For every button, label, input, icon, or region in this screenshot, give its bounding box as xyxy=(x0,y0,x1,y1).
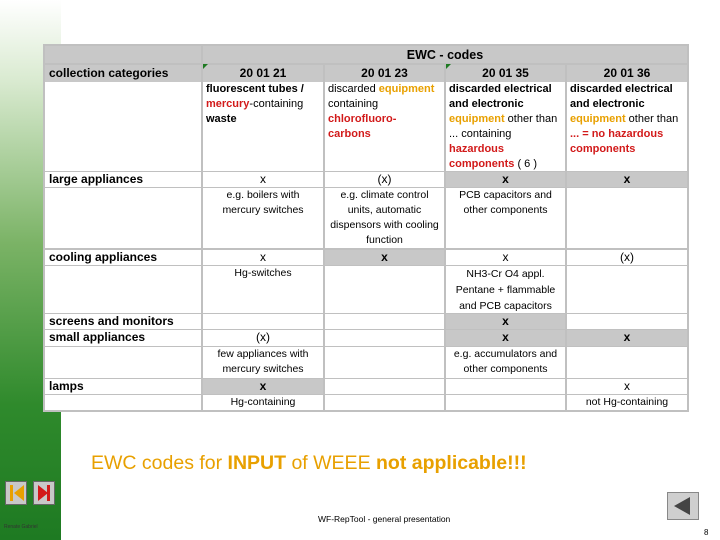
desc-text: components xyxy=(570,143,636,155)
row-blank xyxy=(45,266,201,313)
desc-text: equipment xyxy=(449,113,505,125)
mark-cell: x xyxy=(203,172,323,187)
desc-suffix: ( 6 ) xyxy=(514,158,538,170)
row-screens-monitors: screens and monitors xyxy=(45,314,201,329)
desc-text: mercury xyxy=(206,98,250,110)
mark-cell xyxy=(446,379,565,394)
slide-caption xyxy=(91,452,527,475)
code-20-01-21 xyxy=(203,65,323,82)
page-number: 8 xyxy=(704,528,709,537)
note-line: Pentane + flammable xyxy=(455,284,556,296)
desc-line xyxy=(449,142,565,157)
note-line: function xyxy=(366,234,403,246)
note-cell xyxy=(446,347,565,378)
row-blank xyxy=(45,188,201,248)
row-cooling-appliances: cooling appliances xyxy=(45,250,201,265)
desc-highlight: equipment xyxy=(378,83,435,95)
first-bar-icon xyxy=(10,485,13,501)
previous-slide-button[interactable] xyxy=(667,492,699,520)
mark-cell: x xyxy=(446,330,565,346)
code-20-01-35 xyxy=(446,65,565,82)
note-cell xyxy=(203,266,323,313)
note-cell xyxy=(567,266,687,313)
note-line: mercury switches xyxy=(222,363,304,375)
mark-cell: x xyxy=(567,330,687,346)
back-arrow-icon xyxy=(674,497,690,515)
ewc-table xyxy=(43,44,689,412)
mark-cell: x xyxy=(325,250,444,265)
note-line: PCB capacitors and xyxy=(459,189,552,201)
mark-cell: x xyxy=(203,250,323,265)
desc-text: carbons xyxy=(328,128,371,140)
note-cell: not Hg-containing xyxy=(567,395,687,410)
note-line: other components xyxy=(463,204,548,216)
desc-line xyxy=(570,142,687,157)
desc-text: ... containing xyxy=(449,128,512,140)
note-line: e.g. climate control xyxy=(340,189,429,201)
desc-text: and electronic xyxy=(570,98,645,110)
description-20-01-35 xyxy=(446,82,565,171)
desc-line xyxy=(449,82,565,97)
row-blank xyxy=(45,395,201,410)
note-cell xyxy=(446,188,565,248)
description-blank xyxy=(45,82,201,171)
mark-cell xyxy=(325,379,444,394)
code-label: 20 01 35 xyxy=(482,66,529,80)
note-line: units, automatic xyxy=(347,204,422,216)
note-line: NH3-Cr O4 appl. xyxy=(466,268,545,280)
desc-suffix: other than xyxy=(504,113,558,125)
desc-suffix: -containing xyxy=(249,98,304,110)
desc-text: and electronic xyxy=(449,98,524,110)
mark-cell xyxy=(203,314,323,329)
note-line: few appliances with xyxy=(217,348,309,360)
note-line: dispensors with cooling xyxy=(330,219,439,231)
code-label: 20 01 36 xyxy=(603,66,651,80)
note-cell xyxy=(325,347,444,378)
desc-text: waste xyxy=(206,113,237,125)
desc-line xyxy=(570,112,687,127)
desc-text: hazardous xyxy=(449,143,505,155)
desc-line xyxy=(570,97,687,112)
desc-line xyxy=(328,82,444,97)
desc-text: discarded xyxy=(328,83,379,95)
desc-text: fluorescent tubes / xyxy=(206,83,304,95)
desc-line xyxy=(206,97,323,112)
triangle-left-icon xyxy=(14,485,24,501)
row-small-appliances: small appliances xyxy=(45,330,201,346)
note-cell xyxy=(325,188,444,248)
corner-marker xyxy=(446,64,451,69)
note-line: e.g. accumulators and xyxy=(453,348,558,360)
desc-text: discarded electrical xyxy=(449,83,552,95)
desc-line xyxy=(206,112,323,127)
mark-cell: x xyxy=(567,172,687,187)
note-cell xyxy=(325,266,444,313)
desc-line xyxy=(449,97,565,112)
code-20-01-23 xyxy=(325,65,444,82)
desc-line xyxy=(328,127,444,142)
mark-cell xyxy=(567,314,687,329)
note-cell xyxy=(567,188,687,248)
note-line: other components xyxy=(463,363,548,375)
note-line: mercury switches xyxy=(222,204,304,216)
mark-cell: (x) xyxy=(567,250,687,265)
collection-categories-header xyxy=(45,65,201,82)
header-corner xyxy=(45,46,201,63)
note-cell xyxy=(203,347,323,378)
description-20-01-23 xyxy=(325,82,444,171)
note-line: and PCB capacitors xyxy=(459,300,552,312)
row-blank xyxy=(45,347,201,378)
desc-line xyxy=(449,127,565,142)
mark-cell: x xyxy=(446,314,565,329)
desc-text: ... = no hazardous xyxy=(570,128,664,140)
caption-part: not applicable!!! xyxy=(376,452,527,474)
mark-cell: (x) xyxy=(325,172,444,187)
footer-text: WF-RepTool - general presentation xyxy=(318,514,451,524)
collection-categories-label: collection categories xyxy=(49,66,169,80)
caption-part: EWC codes xyxy=(91,452,194,474)
desc-text: containing xyxy=(328,98,379,110)
desc-text: equipment xyxy=(570,113,626,125)
note-line: e.g. boilers with xyxy=(226,189,300,201)
note-cell xyxy=(446,395,565,410)
desc-text: discarded electrical xyxy=(570,83,673,95)
corner-marker xyxy=(203,64,208,69)
note-cell: Hg-containing xyxy=(203,395,323,410)
desc-line xyxy=(206,82,323,97)
mark-cell xyxy=(325,330,444,346)
mark-cell xyxy=(325,314,444,329)
desc-text: components xyxy=(449,158,515,170)
mark-cell: (x) xyxy=(203,330,323,346)
row-lamps: lamps xyxy=(45,379,201,394)
note-line: Hg-switches xyxy=(234,267,292,279)
caption-part: INPUT xyxy=(227,452,287,474)
desc-line xyxy=(449,157,565,171)
code-20-01-36 xyxy=(567,65,687,82)
description-20-01-36 xyxy=(567,82,687,171)
mark-cell: x xyxy=(446,172,565,187)
author-label: Renate Gabriel xyxy=(4,524,38,530)
note-cell xyxy=(325,395,444,410)
desc-line xyxy=(328,112,444,127)
last-slide-button[interactable] xyxy=(33,481,55,505)
note-cell xyxy=(567,347,687,378)
desc-text: chlorofluoro- xyxy=(328,113,397,125)
description-20-01-21 xyxy=(203,82,323,171)
desc-line xyxy=(570,82,687,97)
desc-line xyxy=(570,127,687,142)
code-label: 20 01 23 xyxy=(361,66,408,80)
desc-line xyxy=(449,112,565,127)
note-cell xyxy=(203,188,323,248)
desc-suffix: other than xyxy=(625,113,679,125)
mark-cell: x xyxy=(203,379,323,394)
first-slide-button[interactable] xyxy=(5,481,27,505)
caption-part: of WEEE xyxy=(286,452,376,474)
caption-part: for xyxy=(193,452,228,474)
mark-cell: x xyxy=(567,379,687,394)
code-label: 20 01 21 xyxy=(239,66,287,80)
mark-cell: x xyxy=(446,250,565,265)
desc-line xyxy=(328,97,444,112)
note-cell xyxy=(446,266,565,313)
ewc-codes-title: EWC - codes xyxy=(203,46,687,63)
triangle-right-icon xyxy=(38,485,48,501)
row-large-appliances: large appliances xyxy=(45,172,201,187)
